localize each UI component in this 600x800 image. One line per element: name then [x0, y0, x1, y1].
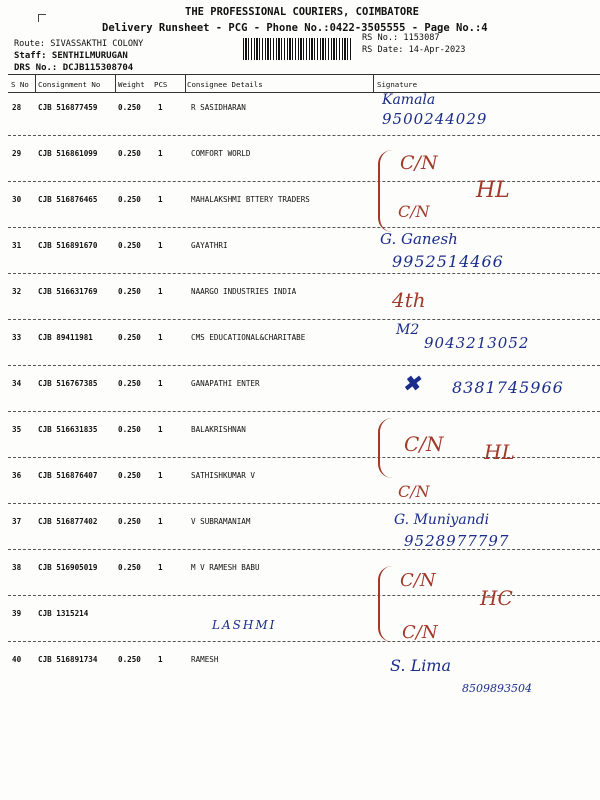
signature-33-phone: 9043213052: [424, 334, 530, 352]
signature-40-name: S. Lima: [390, 656, 452, 675]
table-row: [0, 463, 600, 509]
row-pcs: 1: [158, 655, 163, 664]
col-header-consignee: Consignee Details: [187, 80, 263, 89]
signature-38-h: HC: [480, 586, 513, 610]
signature-35-cn: C/N: [404, 432, 444, 456]
row-weight: 0.250: [118, 471, 141, 480]
row-consignment: CJB 516877402: [38, 517, 98, 526]
row-weight: 0.250: [118, 241, 141, 250]
row-consignee: M V RAMESH BABU: [191, 563, 260, 572]
row-weight: 0.250: [118, 379, 141, 388]
row-consignment: CJB 516905019: [38, 563, 98, 572]
col-header-weight: Weight: [118, 80, 145, 89]
row-divider: [8, 365, 600, 366]
signature-33-mark: M2: [396, 322, 420, 338]
row-sno: 30: [12, 195, 22, 204]
row-consignment: CJB 516631835: [38, 425, 98, 434]
row-sno: 31: [12, 241, 22, 250]
signature-30-h: HL: [476, 178, 510, 203]
rs-number: RS No.: 1153087: [362, 33, 440, 43]
column-divider: [373, 75, 374, 92]
row-pcs: 1: [158, 287, 163, 296]
signature-34: 8381745966: [452, 378, 564, 397]
row-consignment: CJB 516891670: [38, 241, 98, 250]
table-row: [0, 509, 600, 555]
signature-40-phone: 8509893504: [462, 682, 532, 695]
signature-29: C/N: [400, 152, 438, 174]
row-consignment: CJB 89411981: [38, 333, 93, 342]
row-weight: 0.250: [118, 517, 141, 526]
row-sno: 37: [12, 517, 22, 526]
row-sno: 39: [12, 609, 22, 618]
signature-36: C/N: [398, 482, 430, 501]
row-consignee: COMFORT WORLD: [191, 149, 251, 158]
row-divider: [8, 549, 600, 550]
table-row: [0, 95, 600, 141]
row-sno: 36: [12, 471, 22, 480]
red-brace-mark: [378, 566, 398, 642]
row-pcs: 1: [158, 379, 163, 388]
company-title: THE PROFESSIONAL COURIERS, COIMBATORE: [185, 6, 419, 18]
row-consignment: CJB 516876407: [38, 471, 98, 480]
row-weight: 0.250: [118, 287, 141, 296]
row-consignee: GANAPATHI ENTER: [191, 379, 260, 388]
row-weight: 0.250: [118, 655, 141, 664]
row-consignee: R SASIDHARAN: [191, 103, 246, 112]
signature-37-phone: 9528977797: [404, 532, 510, 550]
row-pcs: 1: [158, 103, 163, 112]
row-consignee: BALAKRISHNAN: [191, 425, 246, 434]
route-label: Route: SIVASSAKTHI COLONY: [14, 39, 144, 49]
row-consignee: V SUBRAMANIAM: [191, 517, 251, 526]
signature-35-h: HL: [484, 440, 515, 464]
row-consignment: CJB 516891734: [38, 655, 98, 664]
row-sno: 38: [12, 563, 22, 572]
row-pcs: 1: [158, 517, 163, 526]
row-pcs: 1: [158, 471, 163, 480]
corner-mark: [38, 14, 46, 22]
column-divider: [35, 75, 36, 92]
row-divider: [8, 181, 600, 182]
header-bottom-rule: [8, 92, 600, 93]
col-header-pcs: PCS: [154, 80, 168, 89]
drs-number: DRS No.: DCJB115308704: [14, 63, 134, 73]
signature-39-name: LASHMI: [212, 618, 277, 632]
signature-37-name: G. Muniyandi: [394, 512, 490, 528]
row-sno: 29: [12, 149, 22, 158]
row-pcs: 1: [158, 425, 163, 434]
table-row: [0, 187, 600, 233]
col-header-signature: Signature: [377, 80, 418, 89]
table-row: [0, 279, 600, 325]
row-sno: 33: [12, 333, 22, 342]
row-sno: 35: [12, 425, 22, 434]
rs-date: RS Date: 14-Apr-2023: [362, 45, 466, 55]
row-divider: [8, 227, 600, 228]
signature-28-phone: 9500244029: [382, 110, 488, 128]
row-divider: [8, 641, 600, 642]
signature-28-name: Kamala: [382, 92, 436, 108]
row-consignment: CJB 1315214: [38, 609, 89, 618]
row-divider: [8, 319, 600, 320]
row-consignment: CJB 516861099: [38, 149, 98, 158]
row-consignment: CJB 516631769: [38, 287, 98, 296]
column-divider: [185, 75, 186, 92]
row-pcs: 1: [158, 195, 163, 204]
row-consignee: NAARGO INDUSTRIES INDIA: [191, 287, 297, 296]
row-weight: 0.250: [118, 425, 141, 434]
row-weight: 0.250: [118, 563, 141, 572]
row-consignment: CJB 516767385: [38, 379, 98, 388]
signature-34-scribble: ✖: [402, 372, 421, 397]
row-consignee: CMS EDUCATIONAL&CHARITABE: [191, 333, 306, 342]
row-consignment: CJB 516877459: [38, 103, 98, 112]
row-sno: 28: [12, 103, 22, 112]
table-row: [0, 141, 600, 187]
signature-30-cn: C/N: [398, 202, 430, 221]
row-pcs: 1: [158, 241, 163, 250]
row-consignment: CJB 516876465: [38, 195, 98, 204]
signature-38-cn: C/N: [400, 570, 436, 591]
row-divider: [8, 273, 600, 274]
signature-31-name: G. Ganesh: [380, 230, 458, 248]
row-divider: [8, 135, 600, 136]
row-weight: 0.250: [118, 195, 141, 204]
header-top-rule: [8, 74, 600, 75]
row-pcs: 1: [158, 563, 163, 572]
row-weight: 0.250: [118, 149, 141, 158]
col-header-consignment: Consignment No: [38, 80, 101, 89]
column-divider: [115, 75, 116, 92]
barcode: [243, 38, 353, 60]
row-pcs: 1: [158, 149, 163, 158]
red-brace-mark: [378, 150, 398, 232]
row-pcs: 1: [158, 333, 163, 342]
signature-32: 4th: [392, 288, 426, 312]
table-row: [0, 233, 600, 279]
row-consignee: RAMESH: [191, 655, 219, 664]
row-consignee: SATHISHKUMAR V: [191, 471, 256, 480]
row-sno: 40: [12, 655, 22, 664]
row-weight: 0.250: [118, 333, 141, 342]
row-divider: [8, 411, 600, 412]
row-sno: 32: [12, 287, 22, 296]
row-consignee: MAHALAKSHMI BTTERY TRADERS: [191, 195, 310, 204]
row-consignee: GAYATHRI: [191, 241, 228, 250]
staff-label: Staff: SENTHILMURUGAN: [14, 51, 128, 61]
row-weight: 0.250: [118, 103, 141, 112]
signature-31-phone: 9952514466: [392, 252, 504, 271]
runsheet-subtitle: Delivery Runsheet - PCG - Phone No.:0422-3505555 - Page No.:4: [102, 22, 488, 34]
red-brace-mark: [378, 418, 398, 478]
row-sno: 34: [12, 379, 22, 388]
signature-39-cn: C/N: [402, 622, 438, 643]
row-divider: [8, 503, 600, 504]
col-header-sno: S No: [11, 80, 29, 89]
